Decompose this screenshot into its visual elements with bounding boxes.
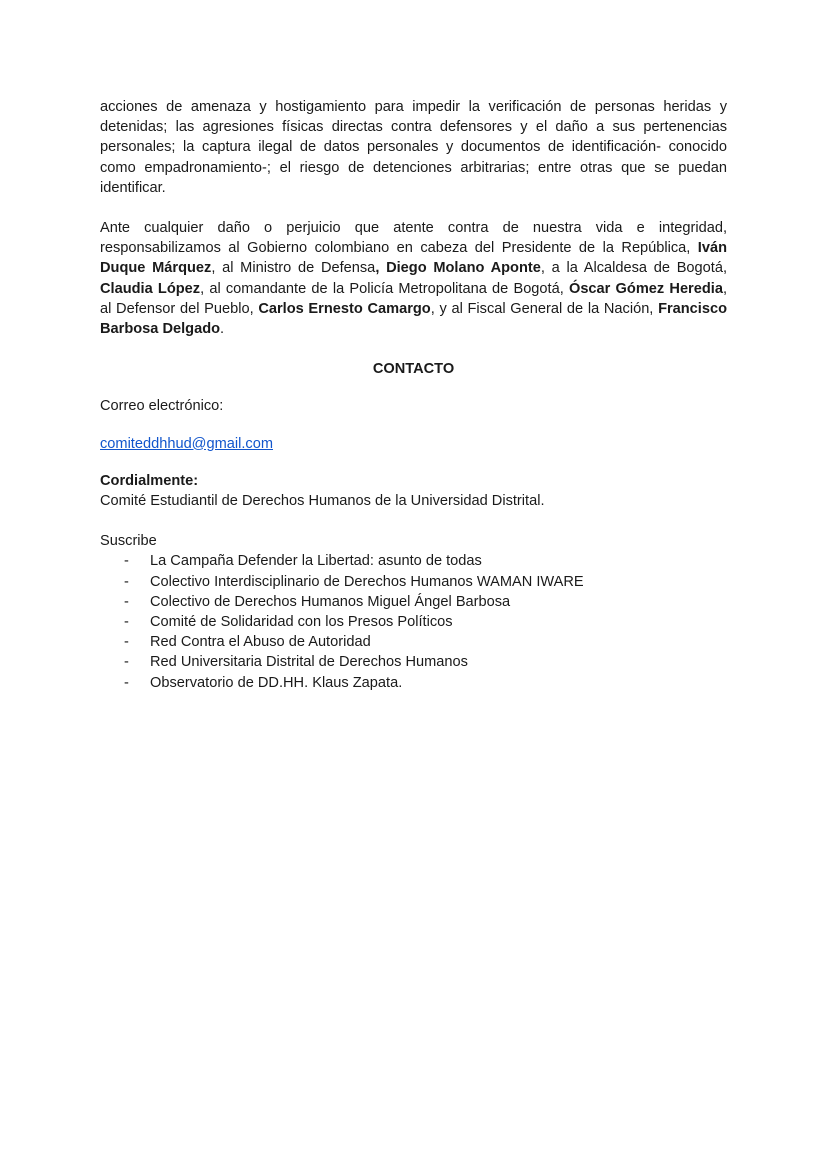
- text-segment: , a la Alcaldesa de Bogotá,: [540, 260, 728, 277]
- name-ivan-duque: Iván Duque Márquez: [100, 240, 727, 277]
- bullet-dash: -: [124, 674, 129, 691]
- text-segment: , al comandante de la Policía Metropolitana de Bogotá,: [200, 280, 569, 297]
- list-item-label: Red Universitaria Distrital de Derechos Humanos: [150, 654, 468, 671]
- text-segment: Ante cualquier daño o perjuicio que atente contra de nuestra vida e integridad, responsabilizamos al Gobierno colombiano en cabeza del Presidente de la República,: [100, 220, 727, 257]
- list-item-label: Colectivo de Derechos Humanos Miguel Ángel Barbosa: [150, 593, 511, 610]
- spacer: [100, 339, 727, 359]
- closing-signature: Comité Estudiantil de Derechos Humanos de la Universidad Distrital.: [100, 493, 545, 510]
- name-claudia-lopez: Claudia López: [100, 280, 201, 297]
- bullet-dash: -: [124, 634, 129, 651]
- list-item: [100, 652, 727, 672]
- paragraph-threats: acciones de amenaza y hostigamiento para impedir la verificación de personas heridas y detenidas; las agresiones físicas directas contra defensores y el daño a sus pertenencias personales; la captura ilegal de datos personales y documentos de identificación- conocido como empadronamiento-; el riesgo de detenciones arbitrarias; entre otras que se puedan identificar.: [100, 99, 727, 196]
- email-link[interactable]: comiteddhhud@gmail.com: [100, 435, 273, 452]
- name-carlos-camargo: Carlos Ernesto Camargo: [258, 300, 431, 317]
- closing-label-text: Cordialmente:: [100, 472, 199, 489]
- spacer: [100, 511, 727, 531]
- list-item: [100, 592, 727, 612]
- list-item: [100, 612, 727, 632]
- name-oscar-gomez: Óscar Gómez Heredia: [568, 280, 723, 297]
- spacer: [100, 417, 727, 434]
- list-item-label: Observatorio de DD.HH. Klaus Zapata.: [150, 674, 403, 691]
- list-item: [100, 632, 727, 652]
- text-segment: , al Defensor del Pueblo,: [100, 280, 728, 317]
- document-page: [100, 97, 727, 693]
- subscribers-list: [100, 551, 727, 692]
- bullet-dash: -: [124, 553, 129, 570]
- list-item-label: Comité de Solidaridad con los Presos Políticos: [150, 614, 453, 631]
- subscribers-label: Suscribe: [100, 533, 157, 550]
- text-segment: , al Ministro de Defensa: [211, 260, 376, 277]
- list-item: [100, 551, 727, 571]
- email-label: Correo electrónico:: [100, 398, 224, 415]
- contact-heading: CONTACTO: [372, 361, 455, 378]
- text-segment: .: [220, 321, 225, 338]
- spacer: [100, 454, 727, 471]
- list-item-label: La Campaña Defender la Libertad: asunto de todas: [150, 553, 482, 570]
- closing-label: [100, 471, 727, 491]
- spacer: [100, 379, 727, 396]
- text-segment: , y al Fiscal General de la Nación,: [430, 300, 659, 317]
- bullet-dash: -: [124, 614, 129, 631]
- bullet-dash: -: [124, 593, 129, 610]
- list-item: [100, 572, 727, 592]
- list-item: [100, 673, 727, 693]
- bullet-dash: -: [124, 654, 129, 671]
- paragraph-responsibility: [100, 218, 727, 339]
- name-francisco-barbosa: Francisco Barbosa Delgado: [100, 300, 728, 338]
- spacer: [100, 198, 727, 218]
- list-item-label: Colectivo Interdisciplinario de Derechos Humanos WAMAN IWARE: [150, 573, 584, 590]
- name-diego-molano: , Diego Molano Aponte: [375, 260, 541, 277]
- bullet-dash: -: [124, 573, 129, 590]
- list-item-label: Red Contra el Abuso de Autoridad: [150, 634, 371, 651]
